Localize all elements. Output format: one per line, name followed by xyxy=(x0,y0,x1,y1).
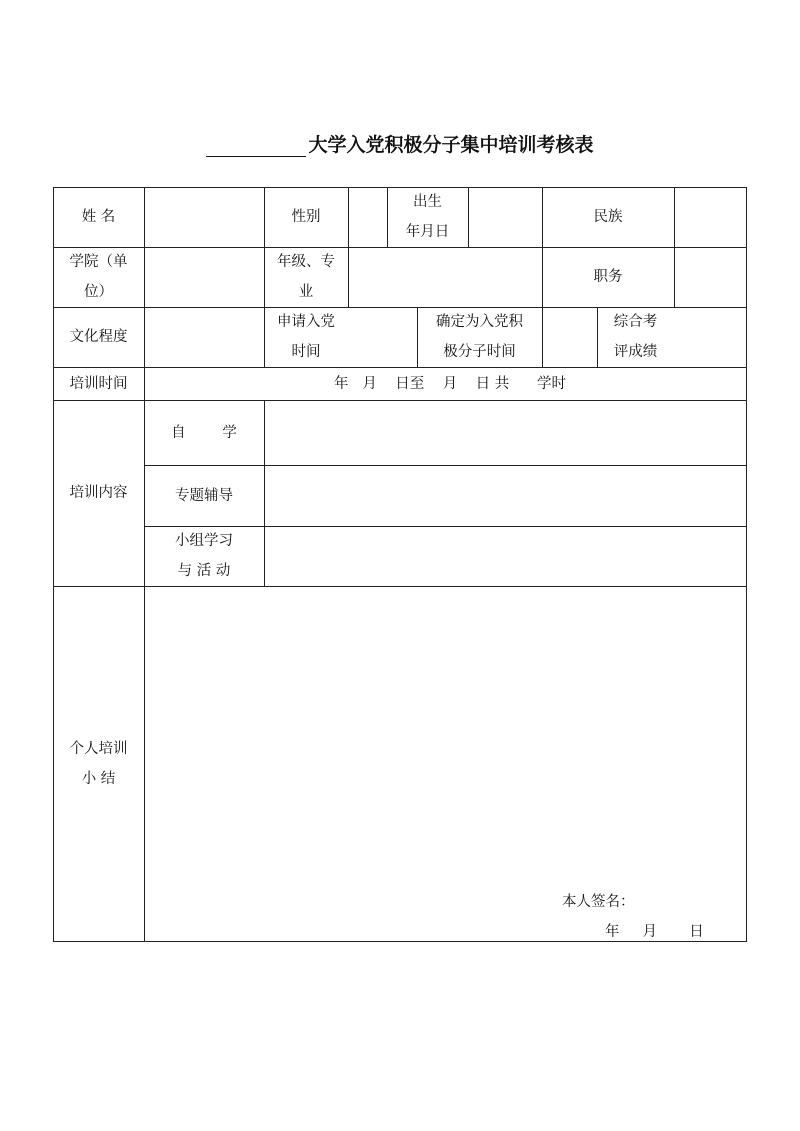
ethnicity-label: 民族 xyxy=(593,209,623,225)
ethnicity-field[interactable] xyxy=(674,187,746,247)
position-field[interactable] xyxy=(674,247,746,307)
lecture-field[interactable] xyxy=(264,465,746,526)
position-label: 职务 xyxy=(593,269,623,285)
activist-time-field[interactable] xyxy=(542,307,597,367)
birth-date-label: 出生 年月日 xyxy=(405,194,450,240)
education-field[interactable] xyxy=(144,307,264,367)
training-time-field[interactable]: 年 月 日至 月 日 共 学时 xyxy=(334,375,566,392)
signature-label: 本人签名： xyxy=(562,894,635,910)
summary-label: 个人培训 小 结 xyxy=(69,740,128,787)
gender-label: 性别 xyxy=(291,209,321,225)
apply-time-field[interactable] xyxy=(348,307,417,367)
birth-date-field[interactable] xyxy=(468,187,542,247)
name-field[interactable] xyxy=(144,187,264,247)
college-label: 学院（单 位） xyxy=(69,254,128,300)
apply-time-label: 申请入党 时间 xyxy=(277,314,335,360)
activist-time-label: 确定为入党积 极分子时间 xyxy=(436,314,523,360)
gender-field[interactable] xyxy=(348,187,387,247)
college-field[interactable] xyxy=(144,247,264,307)
self-study-label: 自 学 xyxy=(171,424,237,441)
score-label: 综合考 评成绩 xyxy=(613,314,658,360)
summary-field[interactable] xyxy=(144,586,746,941)
name-label: 姓 名 xyxy=(81,209,116,225)
form-title xyxy=(0,130,800,157)
title-text: 大学入党积极分子集中培训考核表 xyxy=(308,134,594,156)
group-study-label: 小组学习 与 活 动 xyxy=(175,533,233,579)
grade-major-label: 年级、专 业 xyxy=(277,254,335,300)
lecture-label: 专题辅导 xyxy=(175,487,233,504)
self-study-field[interactable] xyxy=(264,400,746,465)
signature-date: 年 月 日 xyxy=(605,924,704,940)
table-line xyxy=(53,941,747,942)
grade-major-field[interactable] xyxy=(348,247,542,307)
group-study-field[interactable] xyxy=(264,526,746,586)
score-field[interactable] xyxy=(674,307,746,367)
training-time-label: 培训时间 xyxy=(69,375,128,392)
education-label: 文化程度 xyxy=(69,329,128,345)
training-content-label: 培训内容 xyxy=(69,485,128,501)
title-blank-underline xyxy=(206,134,306,157)
table-line xyxy=(746,187,747,941)
